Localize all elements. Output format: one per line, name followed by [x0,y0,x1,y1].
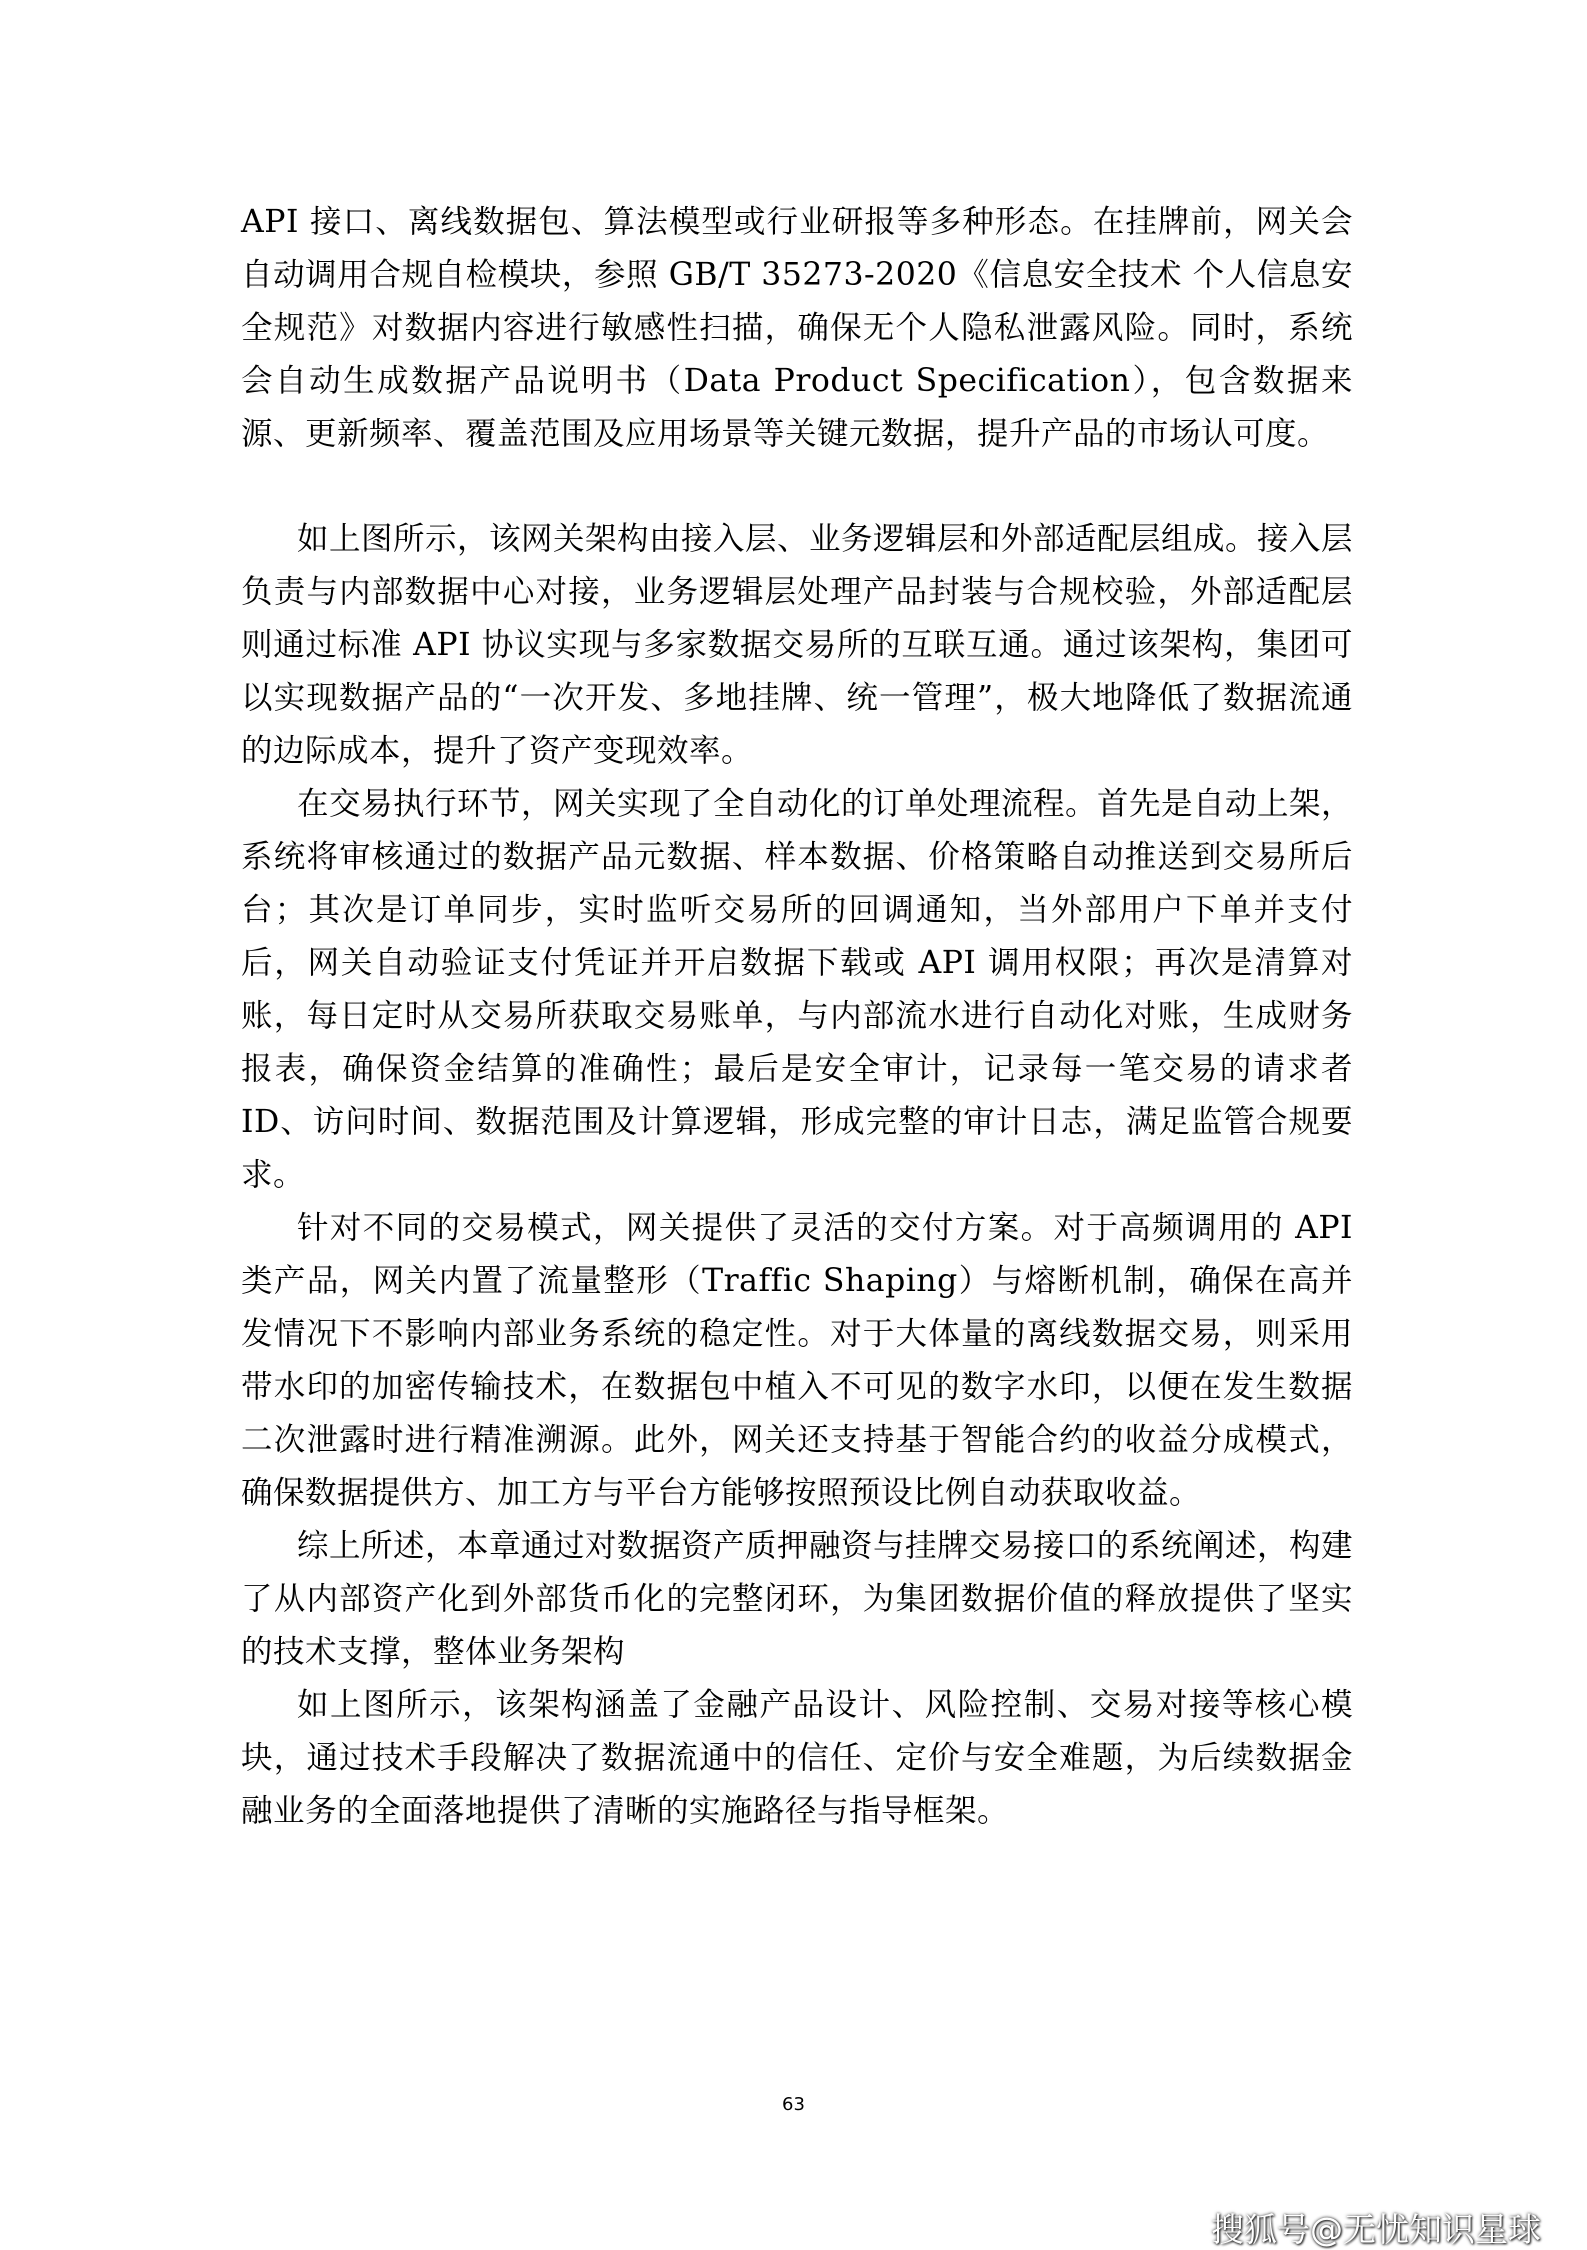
source-watermark: 搜狐号@无忧知识星球 [1211,2210,1541,2249]
body-text [241,196,1353,1838]
page-number: 63 [782,2094,805,2115]
paragraph-trade-execution: 在交易执行环节，网关实现了全自动化的订单处理流程。首先是自动上架，系统将审核通过的数据产品元数据、样本数据、价格策略自动推送到交易所后台；其次是订单同步，实时监听交易所的回调通知，当外部用户下单并支付后，网关自动验证支付凭证并开启数据下载或 API 调用权限；再次是清算对账，每日定时从交易所获取交易账单，与内部流水进行自动化对账，生成财务报表，确保资金结算的准确性；最后是安全审计，记录每一笔交易的请求者 ID、访问时间、数据范围及计算逻辑，形成完整的审计日志，满足监管合规要求。 [241,786,1354,1193]
paragraph-continuation: API 接口、离线数据包、算法模型或行业研报等多种形态。在挂牌前，网关会自动调用合规自检模块，参照 GB/T 35273-2020《信息安全技术 个人信息安全规范》对数据内容进行敏感性扫描，确保无个人隐私泄露风险。同时，系统会自动生成数据产品说明书（Data Product Specification），包含数据来源、更新频率、覆盖范围及应用场景等关键元数据，提升产品的市场认可度。 [241,204,1353,452]
paragraph-summary: 综上所述，本章通过对数据资产质押融资与挂牌交易接口的系统阐述，构建了从内部资产化到外部货币化的完整闭环，为集团数据价值的释放提供了坚实的技术支撑，整体业务架构 [241,1528,1354,1670]
paragraph-architecture-overview: 如上图所示，该架构涵盖了金融产品设计、风险控制、交易对接等核心模块，通过技术手段解决了数据流通中的信任、定价与安全难题，为后续数据金融业务的全面落地提供了清晰的实施路径与指导框架。 [241,1687,1353,1829]
paragraph-delivery-scheme: 针对不同的交易模式，网关提供了灵活的交付方案。对于高频调用的 API 类产品，网关内置了流量整形（Traffic Shaping）与熔断机制，确保在高并发情况下不影响内部业务系统的稳定性。对于大体量的离线数据交易，则采用带水印的加密传输技术，在数据包中植入不可见的数字水印，以便在发生数据二次泄露时进行精准溯源。此外，网关还支持基于智能合约的收益分成模式，确保数据提供方、加工方与平台方能够按照预设比例自动获取收益。 [241,1210,1353,1511]
paragraph-gateway-architecture: 如上图所示，该网关架构由接入层、业务逻辑层和外部适配层组成。接入层负责与内部数据中心对接，业务逻辑层处理产品封装与合规校验，外部适配层则通过标准 API 协议实现与多家数据交易所的互联互通。通过该架构，集团可以实现数据产品的“一次开发、多地挂牌、统一管理”，极大地降低了数据流通的边际成本，提升了资产变现效率。 [241,521,1354,769]
